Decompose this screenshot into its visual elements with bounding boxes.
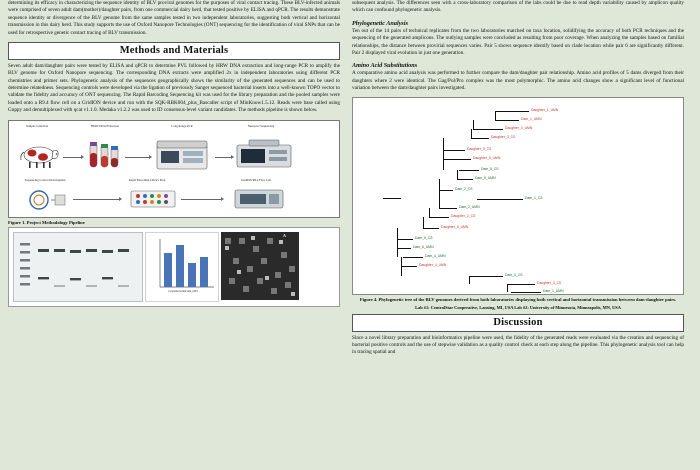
tree-tip-label: Dam_5_UMN xyxy=(475,176,496,181)
tree-tip-label: Dam_2_CS xyxy=(455,187,473,192)
pipeline-label-gridion: GridION R9.4 Flow Cell xyxy=(241,177,271,182)
tree-branch xyxy=(429,217,449,218)
tree-node-connector xyxy=(443,150,444,159)
heatmap-image xyxy=(221,232,299,300)
tree-root-branch xyxy=(383,198,401,199)
figure-4-lab-affiliations: Lab #1: CentralStar Cooperative, Lansing, MI, USA Lab #2: University of Minnesota, Minneapolis, MN, USA xyxy=(415,304,621,310)
right-column xyxy=(352,0,684,362)
tree-branch xyxy=(507,284,535,285)
tree-branch xyxy=(397,239,413,240)
tree-tip-label: Dam_3_CS xyxy=(505,273,523,278)
tree-tip-label: Dam_1_UMN xyxy=(521,117,542,122)
tree-branch xyxy=(477,199,523,200)
tree-tip-label: Daughter_3_CS xyxy=(491,135,516,140)
pipeline-label-long-range-pcr: Long Range PCR xyxy=(171,123,193,128)
left-column xyxy=(8,0,340,307)
pipeline-arrow-3 xyxy=(215,157,231,158)
blood-tube-illustration xyxy=(87,141,121,176)
tree-tip-label: Dam_4_UMN xyxy=(425,254,446,259)
tree-tip-label: Daughter_3_CS xyxy=(537,281,562,286)
tree-tip-label: Daughter_2_CS xyxy=(451,214,476,219)
figure-3-panels xyxy=(8,227,340,307)
plasmid-control-illustration xyxy=(25,187,69,218)
tree-branch xyxy=(403,257,423,258)
coverage-depth-chart xyxy=(145,232,219,302)
tree-tip-label: Dam_2_UMN xyxy=(459,205,480,210)
tree-node-connector xyxy=(469,276,470,284)
heatmap-panel-letter: A xyxy=(283,232,286,238)
figure-4-phylogenetic-tree xyxy=(352,97,684,295)
tree-branch xyxy=(469,276,503,277)
tree-tip-label: Daughter_6_UMN xyxy=(441,225,469,230)
intro-continued-paragraph: determining its efficacy in characterizing the sequence identity of BLV proviral genomes for the purposes of viral contact tracing. These BLV-infected animals were comprised of seven adult dam(mother)/daughter pairs, from one commercial dairy herd, that tested positive by ELISA and qPCR. The results demonstrate sequence identity or divergence of the BLV genome from the same samples tested in two independent laboratories, suggesting both vertical and horizontal transmission in this dairy herd. This study supports the use of Oxford Nanopore Technologies (ONT) sequencing for the identification of viral SNPs that can be used for retrospective genetic contact tracing of BLV transmission. xyxy=(8,0,340,36)
tree-node-connector xyxy=(397,248,398,257)
tree-node-connector xyxy=(401,266,402,276)
figure-4-caption: Figure 4. Phylogenetic tree of the BLV genomes derived from both laboratories displaying both vertical and horizontal transmission between dam-daughter pairs. xyxy=(359,297,677,303)
tree-tip-label: Daughter_5_UMN xyxy=(473,156,501,161)
tree-branch xyxy=(423,228,439,229)
tree-tip-label: Daughter_1_UMN xyxy=(531,108,559,113)
results-continued-paragraph: subsequent analysis. The differences seen with a cross-laboratory comparison of the labs could be due to read depth variability caused by amplicon quality which can confound phylogenetic analysis. xyxy=(352,0,684,14)
tree-node-connector xyxy=(439,179,440,190)
tree-tip-label: Daughter_5_CS xyxy=(467,147,492,152)
phylogenetic-analysis-subheading: Phylogenetic Analysis xyxy=(352,19,408,27)
tree-node-connector xyxy=(397,228,398,239)
tree-branch xyxy=(471,138,489,139)
thermocycler-illustration xyxy=(155,139,211,178)
tree-tip-label: Dam_6_UMN xyxy=(413,245,434,250)
tree-branch xyxy=(459,170,479,171)
tree-tip-label: Dam_6_CS xyxy=(415,236,433,241)
tree-node-connector xyxy=(495,111,496,120)
discussion-paragraph: Since a novel library preparation and bioinformatics pipeline were used, the fidelity of the generated reads were evaluated via the creation and sequencing of bacterial positive controls and the use of stepwise validation as a quality control check at each step along the pipeline. This phylogenetic analysis tool can help in tracing spatial and xyxy=(352,334,684,356)
tree-branch xyxy=(443,159,471,160)
amino-acid-substitutions-paragraph: A comparative amino acid analysis was performed to further compare the dam/daughter pair relationship. Amino acid profiles of 5 dams diverged from their daughters where 2 were identical. The Gag/Pol/Pro complex was the most polymorphic. The amino acid changes show a significant level of functional variation between the dam/daughter pairs investigated. xyxy=(352,70,684,91)
cow-illustration xyxy=(19,143,59,169)
tree-branch xyxy=(439,208,457,209)
pipeline-label-sample-collection: Sample Collection xyxy=(25,123,49,128)
tree-tip-label: Daughter_3_UMN xyxy=(505,126,533,131)
tree-node-connector xyxy=(473,120,474,129)
pipeline-label-library-prep: Rapid Barcoding Library Prep xyxy=(128,177,166,182)
tree-drawing-layer xyxy=(353,98,683,294)
tree-branch xyxy=(443,150,465,151)
coverage-chart-xaxis-label: Corynebacterium tank_ONT xyxy=(168,289,198,293)
figure-1-methodology-pipeline xyxy=(8,120,340,218)
discussion-section-heading: Discussion xyxy=(352,314,684,332)
pipeline-label-nanopore-sequencing: Nanopore Sequencing xyxy=(247,123,275,128)
gel-electrophoresis-image xyxy=(13,232,143,302)
tree-branch xyxy=(397,248,411,249)
tree-node-connector xyxy=(429,208,430,217)
tree-node-connector xyxy=(443,159,444,170)
pipeline-arrow-2 xyxy=(125,157,149,158)
gridion-sequencer-illustration xyxy=(235,137,293,178)
pipeline-arrow-5 xyxy=(181,199,221,200)
tree-node-connector xyxy=(439,190,440,199)
pipeline-label-dna-extraction: HMW DNA Extraction xyxy=(91,123,119,128)
pipeline-arrow-1 xyxy=(63,157,81,158)
flow-cell-illustration xyxy=(231,185,287,218)
tree-branch xyxy=(401,266,417,267)
tree-branch xyxy=(457,179,473,180)
tree-tip-label: Dam_1_CS xyxy=(525,196,543,201)
tree-node-connector xyxy=(471,129,472,138)
tree-node-connector xyxy=(397,239,398,248)
tree-branch xyxy=(439,190,453,191)
tree-node-connector xyxy=(507,284,508,292)
tree-tip-label: Daughter_4_UMN xyxy=(419,263,447,268)
tree-node-connector xyxy=(457,170,458,179)
tree-branch xyxy=(495,120,519,121)
library-prep-illustration xyxy=(129,185,177,218)
tree-node-connector xyxy=(401,257,402,266)
pipeline-arrow-4 xyxy=(73,199,119,200)
figure-1-caption: Figure 1. Project Methodology Pipeline xyxy=(8,219,85,225)
methods-section-heading: Methods and Materials xyxy=(8,42,340,60)
tree-tip-label: Dam_5_CS xyxy=(481,167,499,172)
methods-paragraph: Seven adult dam/daughter pairs were tested by ELISA and qPCR to determine PVL followed by HRW DNA extraction and long-range PCR to amplify the BLV genome for Oxford Nanopore sequencing. The corresponding DNA extracts were amplified 2x in independent laboratories using different PCR chemistries and primer sets. Phylogenetic analysis of the sequences geographically shows the similarity of the generated sequences and can be used to determine relatedness. Sequencing controls were developed via the ligation of previously Sanger sequenced bacterial inserts into a well-known TOPO vector to validate the fidelity and accuracy of ONT sequencing. The Rapid Barcoding Sequencing kit was used for the library preparation and the pooled samples were loaded onto a R9.4 flow cell on a GridION device and run with the SQK-RBK004_plus_Bascaller script of MinKnow1.5.12. Reads were base called using Guppy and demultiplexed with qcat v1.1.0. Medaka v1.2.2 was used to ID consensus-level variant candidates. The methods pipeline is shown below. xyxy=(8,62,340,114)
pipeline-label-control: Sequencing Control Development xyxy=(24,177,66,182)
tree-branch xyxy=(495,111,529,112)
tree-node-connector xyxy=(443,138,444,150)
amino-acid-substitutions-subheading: Amino Acid Substitutions xyxy=(352,62,418,70)
tree-branch xyxy=(473,129,503,130)
tree-branch xyxy=(511,292,541,293)
tree-node-connector xyxy=(423,217,424,228)
tree-tip-label: Dam_1_UMN xyxy=(543,289,564,294)
tree-node-connector xyxy=(439,199,440,208)
phylogenetic-analysis-paragraph: Ten out of the 14 pairs of technical replicates from the two laboratories matched on taxa location, solidifying the accuracy of both PCR techniques and the sequencing of the generated amplicons. The outlying samples were concluded as resulting from poor coverage. When analyzing the samples based on familial relationships, the distance between provirial sequences varies. Pair 5 shows sequence identify based on clade location while pair 6 are significantly different. Pair 2 displayed viral evolution in just one generation. xyxy=(352,27,684,56)
